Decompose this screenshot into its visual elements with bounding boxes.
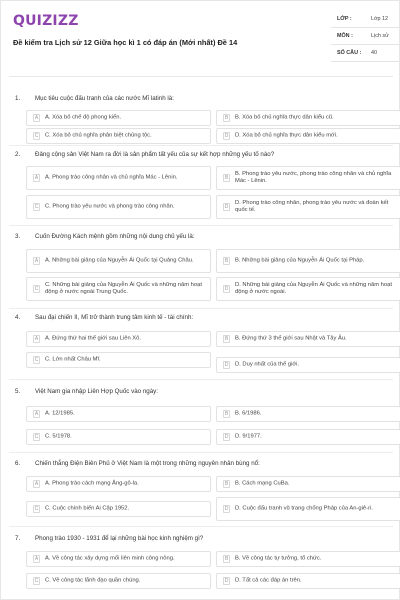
option-letter-box: D: [224, 578, 229, 584]
option-letter-box: A: [34, 411, 39, 417]
option-text: B. Những bài giảng của Nguyễn Ái Quốc tại Pháp.: [235, 257, 365, 264]
option-letter-box: B: [224, 336, 229, 342]
option-text: D. Tất cả các đáp án trên.: [235, 577, 302, 584]
option-letter-box: D: [224, 133, 229, 139]
option-letter-box: B: [224, 411, 229, 417]
option-letter-box: B: [224, 258, 229, 264]
meta-key: MÔN :: [337, 33, 353, 39]
option-text: A. 12/1985.: [45, 410, 75, 417]
option-d[interactable]: [216, 573, 400, 589]
question-divider: [9, 526, 393, 527]
option-a[interactable]: [26, 331, 211, 347]
option-letter-box: C: [34, 357, 39, 363]
option-letter-box: A: [34, 115, 39, 121]
option-b[interactable]: [216, 331, 400, 347]
meta-value: Lớp 12: [371, 16, 389, 22]
meta-key: LỚP :: [337, 16, 352, 22]
option-text: B. Đứng thứ 3 thế giới sau Nhật và Tây Âu.: [235, 335, 347, 342]
option-text: D. Cuộc đấu tranh vũ trang chống Pháp của An-giê-ri.: [235, 505, 373, 512]
option-b[interactable]: [216, 110, 400, 126]
option-a[interactable]: [26, 249, 211, 273]
quizizz-logo: QUIZIZZ: [13, 13, 79, 29]
meta-value: 40: [371, 50, 377, 56]
option-text: B. Cách mạng CuBa.: [235, 480, 290, 487]
option-c[interactable]: [26, 501, 211, 517]
exam-title: Đề kiểm tra Lịch sử 12 Giữa học kì 1 có đáp án (Mới nhất) Đề 14: [13, 38, 238, 47]
option-c[interactable]: [26, 429, 211, 445]
question-text: Phong trào 1930 - 1931 để lại những bài học kinh nghiệm gì?: [35, 535, 204, 542]
question-text: Sau đại chiến II, Mĩ trở thành trung tâm kinh tế - tài chính:: [35, 314, 194, 321]
option-letter-box: A: [34, 481, 39, 487]
option-b[interactable]: [216, 551, 400, 567]
option-text: C. Những bài giảng của Nguyễn Ái Quốc và những năm hoạt động ở nước ngoài Trung Quốc.: [45, 282, 202, 295]
question-number: 1.: [15, 95, 21, 102]
option-text: B. Phong trào yêu nước, phong trào công nhân và chủ nghĩa Mác - Lênin.: [235, 171, 392, 184]
option-b[interactable]: [216, 406, 400, 422]
option-c[interactable]: [26, 128, 211, 144]
quiz-header: [9, 11, 393, 69]
option-text: B. Xóa bỏ chủ nghĩa thực dân kiểu cũ.: [235, 114, 334, 121]
option-text: A. Đứng thứ hai thế giới sau Liên Xô.: [45, 335, 141, 342]
option-a[interactable]: [26, 406, 211, 422]
question-divider: [9, 145, 393, 146]
option-letter-box: B: [224, 556, 229, 562]
option-a[interactable]: [26, 476, 211, 492]
question-divider: [9, 379, 393, 380]
option-text: C. Phong trào yêu nước và phong trào công nhân.: [45, 203, 175, 210]
option-letter-box: A: [34, 175, 39, 181]
option-letter-box: D: [224, 434, 229, 440]
option-text: D. Những bài giảng của Nguyễn Ái Quốc và những năm hoạt động ở nước ngoài.: [235, 282, 392, 295]
option-letter-box: C: [34, 434, 39, 440]
option-letter-box: B: [224, 175, 229, 181]
option-text: A. Những bài giảng của Nguyễn Ái Quốc tại Quảng Châu.: [45, 257, 194, 264]
option-text: A. Về công tác xây dựng mối liên minh công nông.: [45, 555, 175, 562]
option-c[interactable]: [26, 573, 211, 589]
option-d[interactable]: [216, 128, 400, 144]
option-letter-box: A: [34, 336, 39, 342]
option-letter-box: D: [224, 204, 229, 210]
exam-meta-table: [331, 11, 399, 62]
option-letter-box: A: [34, 556, 39, 562]
option-d[interactable]: [216, 357, 400, 373]
meta-value: Lịch sử: [371, 33, 389, 39]
option-letter-box: D: [224, 286, 229, 292]
meta-row-question-count: [331, 45, 399, 62]
option-text: A. Xóa bỏ chế độ phong kiến.: [45, 114, 122, 121]
meta-row-class: [331, 11, 399, 28]
question-text: Việt Nam gia nhập Liên Hợp Quốc vào ngày:: [35, 388, 158, 395]
question-divider: [9, 225, 393, 226]
option-text: C. Về công tác lãnh đạo quần chúng.: [45, 577, 141, 584]
option-letter-box: C: [34, 204, 39, 210]
option-text: D. Xóa bỏ chủ nghĩa thực dân kiểu mới.: [235, 132, 338, 139]
option-a[interactable]: [26, 110, 211, 126]
option-a[interactable]: [26, 166, 211, 190]
option-letter-box: B: [224, 481, 229, 487]
option-letter-box: C: [34, 286, 39, 292]
option-c[interactable]: [26, 352, 211, 368]
header-divider: [9, 76, 393, 77]
option-a[interactable]: [26, 551, 211, 567]
option-letter-box: D: [224, 506, 229, 512]
option-text: D. Duy nhất của thế giới.: [235, 361, 300, 368]
option-letter-box: C: [34, 133, 39, 139]
option-letter-box: A: [34, 258, 39, 264]
question-number: 5.: [15, 388, 21, 395]
option-letter-box: D: [224, 362, 229, 368]
option-text: A. Phong trào công nhân và chủ nghĩa Mác - Lênin.: [45, 174, 178, 181]
option-text: B. Về công tác tự tưởng, tổ chức.: [235, 555, 322, 562]
question-divider: [9, 452, 393, 453]
option-d[interactable]: [216, 195, 400, 219]
question-text: Đảng cộng sản Việt Nam ra đời là sản phẩm tất yếu của sự kết hợp những yếu tố nào?: [35, 151, 275, 158]
option-b[interactable]: [216, 166, 400, 190]
option-d[interactable]: [216, 497, 400, 521]
question-text: Chiến thắng Điện Biên Phủ ở Việt Nam là một trong những nguyên nhân bùng nổ:: [35, 460, 260, 467]
option-d[interactable]: [216, 429, 400, 445]
option-letter-box: C: [34, 506, 39, 512]
question-number: 2.: [15, 151, 21, 158]
option-b[interactable]: [216, 476, 400, 492]
question-number: 3.: [15, 233, 21, 240]
question-divider: [9, 308, 393, 309]
option-letter-box: C: [34, 578, 39, 584]
option-d[interactable]: [216, 277, 400, 301]
question-number: 4.: [15, 314, 21, 321]
meta-key: SỐ CÂU :: [337, 50, 362, 56]
question-text: Mục tiêu cuộc đấu tranh của các nước Mĩ latinh là:: [35, 95, 174, 102]
option-c[interactable]: [26, 195, 211, 219]
option-text: D. Phong trào công nhân, phong trào yêu nước và đoàn kết quốc tế.: [235, 200, 389, 213]
option-text: B. 6/1986.: [235, 410, 262, 417]
option-text: C. Cuộc chính biến Ai Cập 1952.: [45, 505, 130, 512]
option-text: C. Lớn nhất Châu Mĩ.: [45, 356, 101, 363]
option-letter-box: B: [224, 115, 229, 121]
meta-row-subject: [331, 28, 399, 45]
option-c[interactable]: [26, 277, 211, 301]
option-text: C. 5/1978.: [45, 433, 72, 440]
option-text: D. 9/1977.: [235, 433, 262, 440]
option-text: C. Xóa bỏ chủ nghĩa phân biệt chủng tộc.: [45, 132, 152, 139]
option-text: A. Phong trào cách mạng Ăng-gô-la.: [45, 480, 139, 487]
question-text: Cuốn Đường Kách mệnh gồm những nội dung chủ yếu là:: [35, 233, 195, 240]
question-number: 7.: [15, 535, 21, 542]
option-b[interactable]: [216, 249, 400, 273]
question-number: 6.: [15, 460, 21, 467]
